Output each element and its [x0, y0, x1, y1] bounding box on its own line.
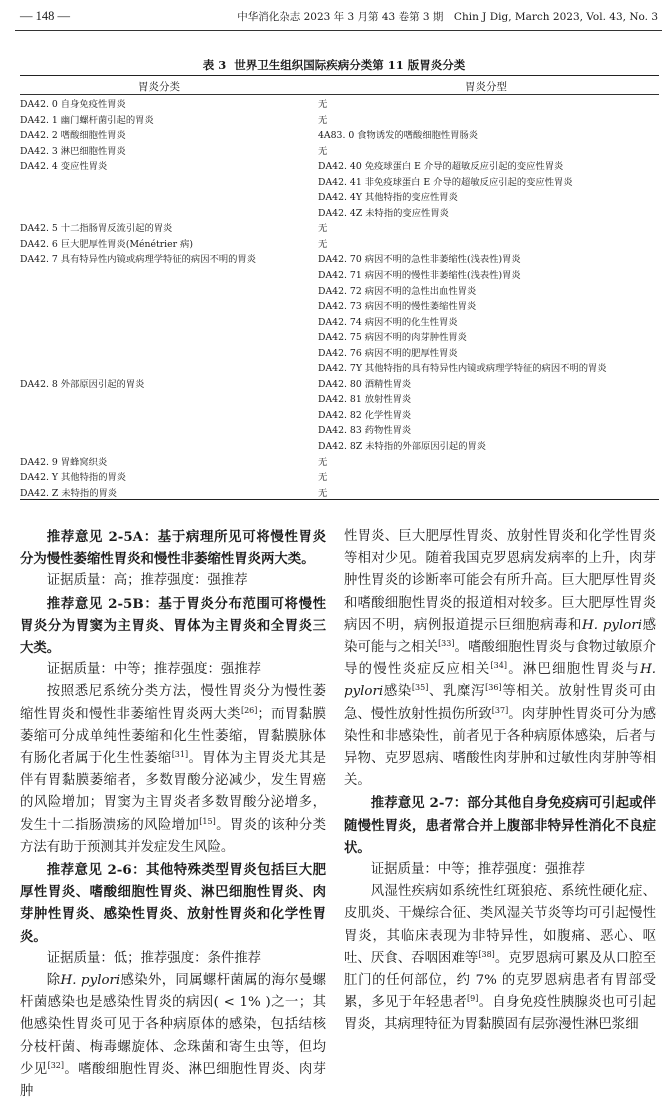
- cell-classification: DA42. Z 未特指的胃炎: [20, 487, 118, 499]
- table-row: [20, 375, 659, 391]
- evidence-2-7: 证据质量：中等；推荐强度：强推荐: [370, 862, 586, 878]
- cell-subtype: 无: [318, 114, 328, 126]
- cell-subtype: DA42. 81 放射性胃炎: [318, 394, 412, 406]
- table-row: [20, 142, 659, 158]
- cell-subtype: 无: [318, 99, 328, 110]
- cell-classification: DA42. 2 嗜酸细胞性胃炎: [20, 130, 126, 142]
- paragraph-special-gastritis-continued: 性胃炎、巨大肥厚性胃炎、放射性胃炎和化学性胃炎等相对少见。随着我国克罗恩病发病率的上升，肉芽肿性胃炎的诊断率可能会有所升高。巨大肥厚性胃炎和嗜酸细胞性胃炎的报道相对较多。巨大肥厚性胃炎病因不明，病例报道提示巨细胞病毒和H. pylori感染可能与之相关[33]。嗜酸细胞性胃炎与食物过敏原介导的慢性炎症反应相关[34]。淋巴细胞性胃炎与H. pylori感染[35]、乳糜泻[36]等相关。放射性胃炎可由急、慢性放射性损伤所致[37]。肉芽肿性胃炎可分为感染性和非感染性，前者见于各种病原体感染，后者与异物、克罗恩病、嗜酸性肉芽肿和过敏性肉芽肿等相关。: [344, 529, 657, 789]
- table-row: [20, 266, 659, 282]
- recommendation-2-6: 推荐意见 2-6：其他特殊类型胃炎包括巨大肥厚性胃炎、嗜酸细胞性胃炎、淋巴细胞性胃炎、肉芽肿性胃炎、感染性胃炎、放射性胃炎和化学性胃炎。: [20, 862, 326, 945]
- header-rule: [15, 30, 662, 31]
- table-row: [20, 219, 659, 235]
- cell-subtype: DA42. 40 免疫球蛋白 E 介导的超敏反应引起的变应性胃炎: [318, 161, 564, 173]
- cell-subtype: DA42. 74 病因不明的化生性胃炎: [318, 316, 458, 328]
- cell-subtype: DA42. 80 酒精性胃炎: [318, 378, 412, 390]
- cell-classification: DA42. 4 变应性胃炎: [20, 161, 108, 173]
- citation[interactable]: [26]: [240, 705, 258, 715]
- table-caption: [0, 57, 668, 73]
- cell-subtype: 无: [318, 472, 328, 484]
- cell-classification: DA42. 8 外部原因引起的胃炎: [20, 378, 145, 390]
- cell-subtype: DA42. 71 病因不明的慢性非萎缩性(浅表性)胃炎: [318, 270, 521, 282]
- recommendation-2-5b: 推荐意见 2-5B：基于胃炎分布范围可将慢性胃炎分为胃窦为主胃炎、胃体为主胃炎和全胃炎三大类。: [20, 595, 326, 657]
- gastritis-classification-table: [20, 75, 659, 500]
- table-row: [20, 344, 659, 360]
- evidence-2-6: 证据质量：低；推荐强度：条件推荐: [46, 950, 262, 966]
- right-text-column: [344, 526, 656, 1037]
- table-row: [20, 453, 659, 469]
- cell-classification: DA42. Y 其他特指的胃炎: [20, 472, 127, 484]
- cell-subtype: DA42. 75 病因不明的肉芽肿性胃炎: [318, 332, 467, 344]
- table-row: [20, 297, 659, 313]
- column-header-subtype: 胃炎分型: [465, 81, 507, 93]
- citation[interactable]: [36]: [485, 683, 502, 693]
- cell-subtype: 无: [318, 223, 328, 235]
- table-body: [20, 95, 659, 499]
- table-row: [20, 359, 659, 375]
- evidence-2-5a: 证据质量：高；推荐强度：强推荐: [46, 573, 248, 589]
- journal-citation: 中华消化杂志 2023 年 3 月第 43 卷第 3 期 Chin J Dig, March 2023, Vol. 43, No. 3: [237, 11, 658, 23]
- table-row: [20, 468, 659, 484]
- cell-classification: DA42. 5 十二指肠胃反流引起的胃炎: [20, 223, 173, 235]
- paragraph-special-gastritis: 除H. pylori感染外，同属螺杆菌属的海尔曼螺杆菌感染也是感染性胃炎的病因( < 1% )之一；其他感染性胃炎可见于各种病原体的感染，包括结核分枝杆菌、梅毒螺旋体、念珠菌和寄生虫等，但均少见[32]。嗜酸细胞性胃炎、淋巴细胞性胃炎、肉芽肿: [20, 973, 327, 1100]
- citation[interactable]: [34]: [490, 661, 507, 671]
- table-row: [20, 126, 659, 142]
- cell-subtype: DA42. 4Y 其他特指的变应性胃炎: [318, 192, 458, 204]
- page-number: — 148 —: [20, 9, 70, 23]
- cell-classification: DA42. 3 淋巴细胞性胃炎: [20, 145, 126, 157]
- citation[interactable]: [15]: [199, 816, 216, 826]
- table-row: [20, 188, 659, 204]
- citation[interactable]: [38]: [478, 949, 495, 959]
- table-row: [20, 328, 659, 344]
- cell-classification: DA42. 9 胃蜂窝织炎: [20, 456, 108, 468]
- citation[interactable]: [31]: [171, 750, 189, 760]
- cell-subtype: 无: [318, 456, 328, 468]
- cell-subtype: 无: [318, 487, 328, 499]
- cell-classification: DA42. 1 幽门螺杆菌引起的胃炎: [20, 114, 154, 126]
- cell-subtype: 无: [318, 238, 328, 250]
- cell-classification: DA42. 6 巨大肥厚性胃炎(Ménétrier 病): [20, 238, 193, 250]
- citation[interactable]: [32]: [47, 1060, 65, 1070]
- table-row: [20, 390, 659, 406]
- table-row: [20, 484, 659, 500]
- cell-classification: DA42. 7 具有特异性内镜或病理学特征的病因不明的胃炎: [20, 254, 257, 266]
- table-row: [20, 313, 659, 329]
- table-number: 表 3: [202, 58, 227, 72]
- column-header-classification: 胃炎分类: [138, 81, 180, 93]
- cell-subtype: DA42. 70 病因不明的急性非萎缩性(浅表性)胃炎: [318, 254, 521, 266]
- evidence-2-5b: 证据质量：中等；推荐强度：强推荐: [46, 662, 262, 678]
- recommendation-2-7: 推荐意见 2-7：部分其他自身免疫病可引起或伴随慢性胃炎，患者常合并上腹部非特异性消化不良症状。: [344, 795, 656, 856]
- table-row: [20, 173, 659, 189]
- table-row: [20, 95, 659, 111]
- cell-subtype: DA42. 41 非免疫球蛋白 E 介导的超敏反应引起的变应性胃炎: [318, 176, 573, 188]
- citation[interactable]: [9]: [467, 994, 479, 1004]
- cell-subtype: DA42. 82 化学性胃炎: [318, 409, 412, 421]
- table-row: [20, 111, 659, 127]
- cell-classification: DA42. 0 自身免疫性胃炎: [20, 99, 126, 110]
- table-header-row: [20, 76, 659, 95]
- cell-subtype: DA42. 73 病因不明的慢性萎缩性胃炎: [318, 301, 477, 313]
- table-row: [20, 437, 659, 453]
- cell-subtype: DA42. 83 药物性胃炎: [318, 425, 412, 437]
- table-row: [20, 421, 659, 437]
- cell-subtype: DA42. 8Z 未特指的外部原因引起的胃炎: [318, 441, 487, 453]
- page-header: [0, 0, 668, 36]
- paragraph-sydney-classification: 按照悉尼系统分类方法，慢性胃炎分为慢性萎缩性胃炎和慢性非萎缩性胃炎两大类[26]；而胃黏膜萎缩可分成单纯性萎缩和化生性萎缩，胃黏膜脉体有肠化者属于化生性萎缩[31]。胃体为主胃炎尤其是伴有胃黏膜萎缩者，多数胃酸分泌减少，发生胃癌的风险增加；胃窦为主胃炎者多数胃酸分泌增多，发生十二指肠溃疡的风险增加[15]。胃炎的该种分类方法有助于预测其并发症发生风险。: [20, 684, 327, 855]
- cell-subtype: DA42. 7Y 其他特指的具有特异性内镜或病理学特征的病因不明的胃炎: [318, 363, 607, 375]
- table-row: [20, 157, 659, 173]
- cell-subtype: 4A83. 0 食物诱发的嗜酸细胞性胃肠炎: [318, 130, 479, 142]
- table-row: [20, 204, 659, 220]
- left-text-column: [20, 526, 326, 1103]
- cell-subtype: DA42. 72 病因不明的急性出血性胃炎: [318, 285, 477, 297]
- cell-subtype: 无: [318, 145, 328, 157]
- paragraph-autoimmune-gastritis: 风湿性疾病如系统性红斑狼疮、系统性硬化症、皮肌炎、干燥综合征、类风湿关节炎等均可引起慢性胃炎，其临床表现为非特异性，如腹痛、恶心、呕吐、厌食、吞咽困难等[38]。克罗恩病可累及从口腔至肛门的任何部位，约 7% 的克罗恩病患者有胃部受累，多见于年轻患者[9]。自身免疫性胰腺炎也可引起胃炎，其病理特征为胃黏膜固有层弥漫性淋巴浆细: [344, 884, 657, 1033]
- citation[interactable]: [35]: [411, 683, 429, 693]
- cell-subtype: DA42. 4Z 未特指的变应性胃炎: [318, 207, 449, 219]
- cell-subtype: DA42. 76 病因不明的肥厚性胃炎: [318, 347, 458, 359]
- table-bottom-rule: [20, 499, 659, 500]
- recommendation-2-5a: 推荐意见 2-5A：基于病理所见可将慢性胃炎分为慢性萎缩性胃炎和慢性非萎缩性胃炎两大类。: [20, 529, 326, 568]
- citation[interactable]: [37]: [491, 705, 509, 715]
- table-row: [20, 282, 659, 298]
- citation[interactable]: [33]: [438, 639, 455, 649]
- table-row: [20, 235, 659, 251]
- table-row: [20, 406, 659, 422]
- table-row: [20, 250, 659, 266]
- table-title: 世界卫生组织国际疾病分类第 11 版胃炎分类: [234, 58, 466, 72]
